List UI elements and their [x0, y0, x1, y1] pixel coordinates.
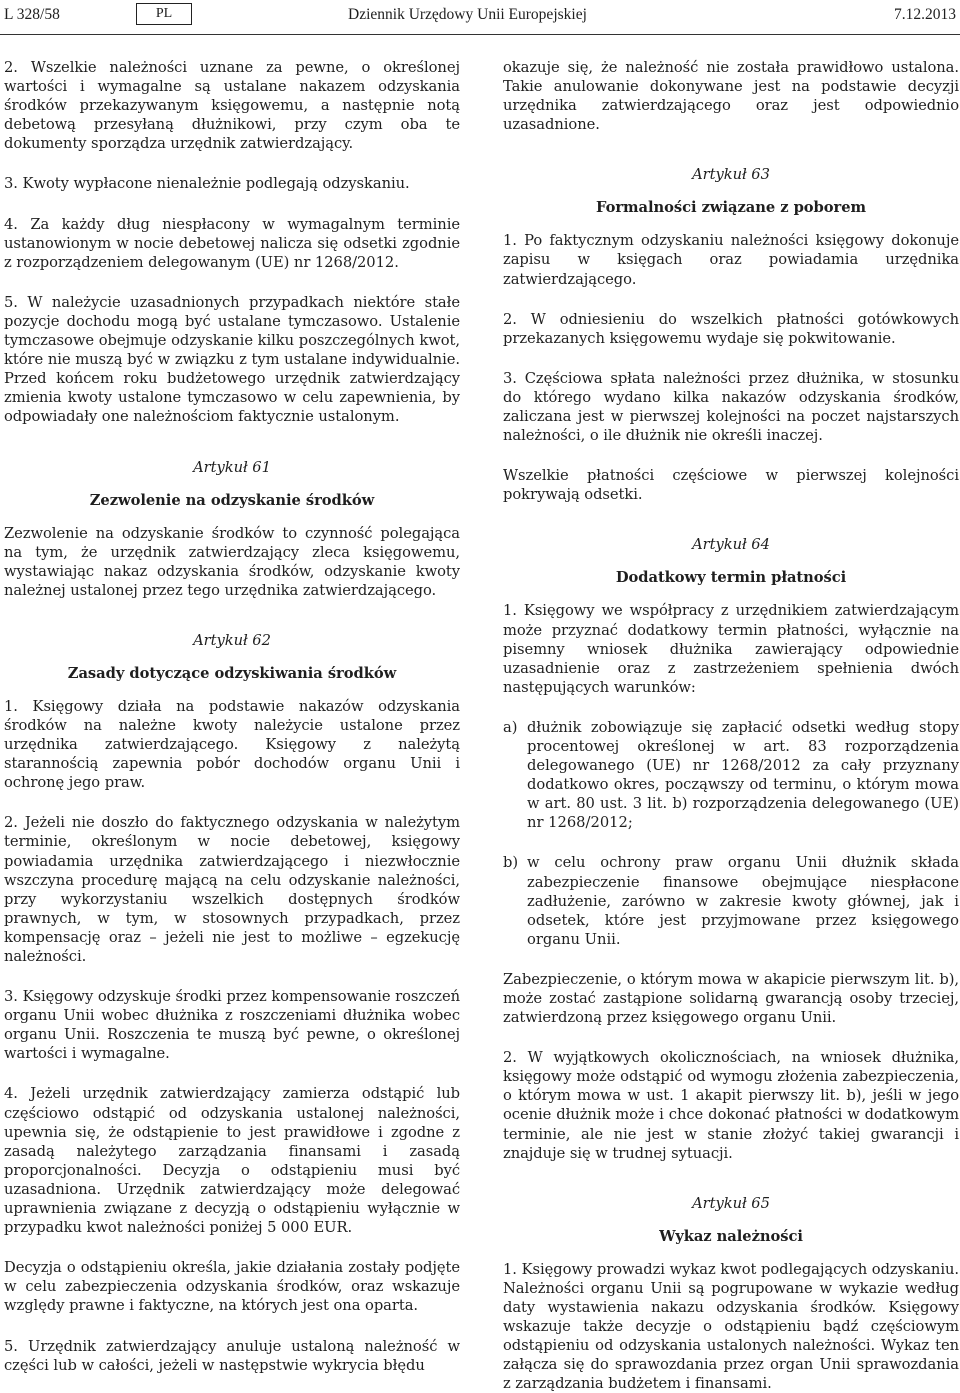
- list-item-text: dłużnik zobowiązuje się zapłacić odsetki według stopy procentowej określonej w art. 83 rozporządzenia delegowanego (UE) nr 1268/2012 za cały przyznany dodatkowo okres, począwszy od terminu, o którym mowa w art. 80 ust. 3 lit. b) rozporządzenia delegowanego (UE) nr 1268/2012;: [527, 718, 959, 832]
- article-title: Dodatkowy termin płatności: [615, 569, 847, 587]
- journal-title: Dziennik Urzędowy Unii Europejskiej: [348, 6, 587, 23]
- article-title: Zasady dotyczące odzyskiwania środków: [67, 664, 397, 682]
- paragraph: Wszelkie płatności częściowe w pierwszej kolejności pokrywają odsetki.: [503, 467, 959, 504]
- right-column: [503, 58, 959, 1393]
- paragraph: 2. Jeżeli nie doszło do faktycznego odzyskania w należytym terminie, określonym w nocie debetowej, księgowy powiadamia urzędnika zatwierdzającego i niezwłocznie wszczyna procedurę mającą na celu odzyskanie należności, przy wykorzystaniu wszelkich dostępnych środków prawnych, w tym, w stosownych przypadkach, przez kompensację oraz – jeżeli nie jest to możliwe – egzekucję należności.: [4, 814, 460, 965]
- page-reference: L 328/58: [4, 6, 60, 23]
- list-item-label: b): [503, 854, 519, 872]
- paragraph: 1. Księgowy we współpracy z urzędnikiem zatwierdzającym może przyznać dodatkowy termin płatności, wyłącznie na pisemny wniosek dłużnika zawierający odpowiednie uzasadnienie oraz z zastrzeżeniem spełnienia dwóch następujących warunków:: [503, 602, 959, 696]
- paragraph: Decyzja o odstąpieniu określa, jakie działania zostały podjęte w celu zabezpieczenia odzyskania środków, oraz wskazuje względy prawne i faktyczne, na których jest ona oparta.: [4, 1259, 460, 1315]
- paragraph: 3. Księgowy odzyskuje środki przez kompensowanie roszczeń organu Unii wobec dłużnika z roszczeniami dłużnika wobec organu Unii. Roszczenia te muszą być pewne, o określonej wartości i wymagalne.: [4, 988, 460, 1063]
- paragraph: 1. Księgowy działa na podstawie nakazów odzyskania środków na należne kwoty należycie ustalone przez urzędnika zatwierdzającego. Księgowy z należytą starannością zapewnia pobór dochodów organu Unii i ochronę jego praw.: [4, 697, 460, 792]
- list-item: [503, 853, 959, 948]
- paragraph: Zabezpieczenie, o którym mowa w akapicie pierwszym lit. b), może zostać zastąpione solidarną gwarancją osoby trzeciej, zatwierdzoną przez księgowego organu Unii.: [503, 970, 959, 1027]
- list-item-text: w celu ochrony praw organu Unii dłużnik składa zabezpieczenie finansowe obejmujące niespłacone zadłużenie, zarówno w zakresie kwoty głównej, jak i odsetek, które jest przyjmowane przez księgowego organu Unii.: [527, 854, 959, 948]
- paragraph: 5. W należycie uzasadnionych przypadkach niektóre stałe pozycje dochodu mogą być ustalane tymczasowo. Ustalenie tymczasowe obejmuje odzyskanie kilku poszczególnych kwot, które nie muszą być w związku z tym ustalane indywidualnie. Przed końcem roku budżetowego urzędnik zatwierdzający zmienia kwoty ustalone tymczasowo w celu zapewnienia, by odpowiadały one należnościom faktycznie ustalonym.: [4, 293, 460, 426]
- page-header: [0, 0, 960, 36]
- paragraph: 3. Kwoty wypłacone nienależnie podlegają odzyskaniu.: [4, 175, 410, 193]
- paragraph: 2. W odniesieniu do wszelkich płatności gotówkowych przekazanych księgowemu wydaje się pokwitowanie.: [503, 310, 959, 347]
- paragraph: 2. W wyjątkowych okolicznościach, na wniosek dłużnika, księgowy może odstąpić od wymogu złożenia zabezpieczenia, o którym mowa w ust. 1 akapit pierwszy lit. b), jeśli w jego ocenie dłużnik może i chce dokonać płatności w dodatkowym terminie, ale nie jest w stanie złożyć takiej gwarancji i znajduje się w trudnej sytuacji.: [503, 1049, 959, 1162]
- article-label: Artykuł 62: [193, 631, 271, 649]
- left-column: [4, 58, 460, 1375]
- paragraph: 4. Jeżeli urzędnik zatwierdzający zamierza odstąpić lub częściowo odstąpić od odzyskania ustalonej należności, upewnia się, że odstąpienie to jest prawidłowe i zgodne z zasadą należytego zarządzania finansami i zasadą proporcjonalności. Decyzja o odstąpieniu musi być uzasadniona. Urzędnik zatwierdzający może delegować uprawnienia związane z decyzją o odstąpieniu wyłącznie w przypadku kwot należności poniżej 5 000 EUR.: [4, 1085, 460, 1237]
- article-title: Zezwolenie na odzyskanie środków: [89, 491, 375, 509]
- article-label: Artykuł 65: [692, 1194, 770, 1212]
- list-item: [503, 718, 959, 833]
- paragraph: Zezwolenie na odzyskanie środków to czynność polegająca na tym, że urzędnik zatwierdzający zleca księgowemu, wystawiając nakaz odzyskania środków, odzyskanie kwoty należnej ustalonej przez tego urzędnika zatwierdzającego.: [4, 524, 460, 599]
- paragraph: 3. Częściowa spłata należności przez dłużnika, w stosunku do którego wydano kilka nakazów odzyskania środków, zaliczana jest w pierwszej kolejności na poczet najstarszych należności, o ile dłużnik nie określi inaczej.: [503, 369, 959, 445]
- list-item-label: a): [503, 718, 518, 736]
- article-title: Formalności związane z poborem: [596, 199, 866, 217]
- paragraph: 1. Księgowy prowadzi wykaz kwot podlegających odzyskaniu. Należności organu Unii są pogrupowane w wykazie według daty wystawienia nakazu odzyskania środków. Księgowy wskazuje także decyzje o odstąpieniu bądź częściowym odstąpieniu od odzyskania ustalonych należności. Wykaz ten załącza się do sprawozdania przez organ Unii sprawozdania z zarządzania budżetem i finansami.: [503, 1260, 959, 1393]
- article-label: Artykuł 61: [193, 458, 271, 476]
- paragraph: 2. Wszelkie należności uznane za pewne, o określonej wartości i wymagalne są ustalane nakazem odzyskania środków przekazywanym księgowemu, a następnie notą debetową przesyłaną dłużnikowi, przy czym oba te dokumenty sporządza urzędnik zatwierdzający.: [4, 59, 460, 153]
- paragraph: 4. Za każdy dług niespłacony w wymagalnym terminie ustanowionym w nocie debetowej nalicza się odsetki zgodnie z rozporządzeniem delegowanym (UE) nr 1268/2012.: [4, 215, 460, 271]
- paragraph: 5. Urzędnik zatwierdzający anuluje ustaloną należność w części lub w całości, jeżeli w następstwie wykrycia błędu: [4, 1337, 460, 1374]
- header-rule: [0, 34, 960, 35]
- article-label: Artykuł 64: [692, 536, 770, 554]
- article-title: Wykaz należności: [659, 1227, 803, 1245]
- publication-date: 7.12.2013: [894, 6, 956, 23]
- article-label: Artykuł 63: [692, 166, 770, 184]
- paragraph: okazuje się, że należność nie została prawidłowo ustalona. Takie anulowanie dokonywane jest na podstawie decyzji urzędnika zatwierdzającego oraz jest odpowiednio uzasadnione.: [503, 59, 959, 134]
- paragraph: 1. Po faktycznym odzyskaniu należności księgowy dokonuje zapisu w księgach oraz powiadamia urzędnika zatwierdzającego.: [503, 232, 959, 288]
- language-badge: PL: [136, 3, 192, 25]
